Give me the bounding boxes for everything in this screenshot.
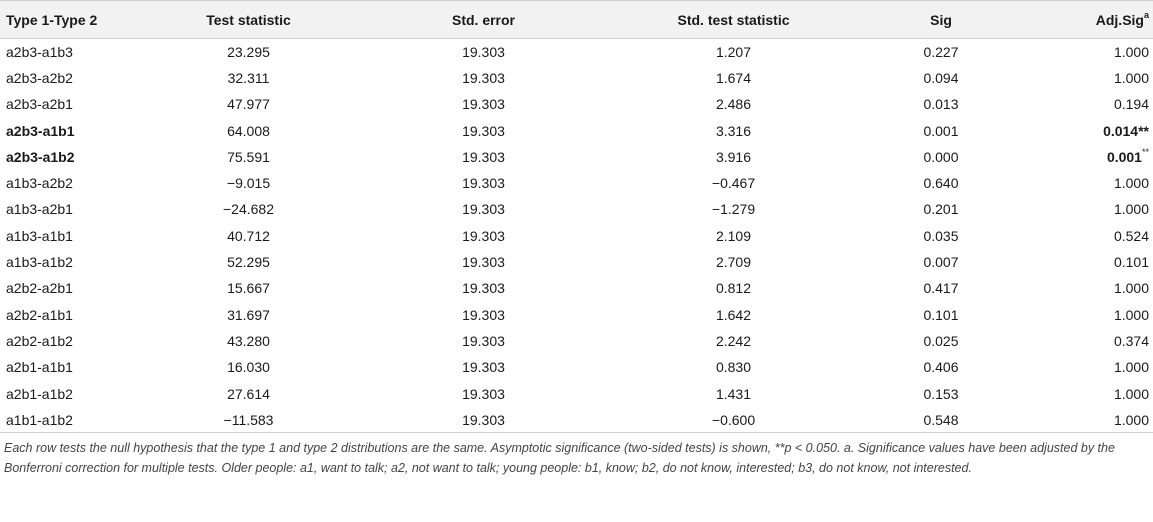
cell-std-error: 19.303 xyxy=(462,254,505,271)
cell-sig: 0.417 xyxy=(923,280,959,297)
table-row xyxy=(0,354,1153,380)
cell-sig: 0.025 xyxy=(923,332,959,349)
cell-adj-sig xyxy=(1026,144,1153,170)
header-row xyxy=(0,1,1153,39)
cell-sig: 0.000 xyxy=(923,148,959,165)
cell-std-error: 19.303 xyxy=(462,201,505,218)
cell-pair: a2b3-a1b2 xyxy=(6,148,75,165)
cell-sig: 0.094 xyxy=(923,69,959,86)
cell-test-statistic: −24.682 xyxy=(223,201,274,218)
table-row xyxy=(0,144,1153,170)
header-adj-sig-superscript: a xyxy=(1143,9,1149,20)
table-row xyxy=(0,39,1153,65)
table-row xyxy=(0,65,1153,91)
cell-sig: 0.013 xyxy=(923,96,959,113)
cell-test-statistic: 40.712 xyxy=(227,227,270,244)
cell-sig: 0.101 xyxy=(923,306,959,323)
cell-adj-sig xyxy=(1026,196,1153,222)
cell-pair: a2b2-a1b1 xyxy=(6,306,73,323)
adj-sig-value: 0.014** xyxy=(1103,122,1149,139)
adj-sig-value: 0.101 xyxy=(1113,254,1149,271)
cell-std-test-statistic: −1.279 xyxy=(711,201,756,218)
header-adj-sig-label: Adj.Sig xyxy=(1095,11,1144,28)
table-row xyxy=(0,328,1153,354)
cell-test-statistic: 64.008 xyxy=(227,122,270,139)
adj-sig-value: 1.000 xyxy=(1113,385,1149,402)
header-std-error: Std. error xyxy=(356,1,611,39)
cell-sig: 0.153 xyxy=(923,385,959,402)
cell-adj-sig xyxy=(1026,328,1153,354)
cell-pair: a1b3-a1b2 xyxy=(6,254,73,271)
table-header xyxy=(0,1,1153,39)
adj-sig-value: 1.000 xyxy=(1113,280,1149,297)
cell-pair: a2b3-a2b1 xyxy=(6,96,73,113)
cell-adj-sig xyxy=(1026,354,1153,380)
table-row xyxy=(0,301,1153,327)
cell-pair: a2b3-a1b1 xyxy=(6,122,75,139)
header-adj-sig xyxy=(1026,1,1153,39)
cell-std-test-statistic: 1.431 xyxy=(715,385,752,402)
cell-pair: a2b1-a1b2 xyxy=(6,385,73,402)
cell-test-statistic: 52.295 xyxy=(227,254,270,271)
adj-sig-value: 0.374 xyxy=(1113,332,1149,349)
cell-sig: 0.406 xyxy=(923,359,959,376)
cell-std-error: 19.303 xyxy=(462,96,505,113)
adj-sig-value: 0.194 xyxy=(1113,96,1149,113)
cell-test-statistic: 15.667 xyxy=(227,280,270,297)
cell-test-statistic: 75.591 xyxy=(227,148,270,165)
table-row xyxy=(0,275,1153,301)
cell-pair: a1b3-a2b1 xyxy=(6,201,73,218)
cell-test-statistic: 16.030 xyxy=(227,359,270,376)
cell-pair: a1b1-a1b2 xyxy=(0,407,141,433)
header-test-statistic: Test statistic xyxy=(141,1,356,39)
cell-sig: 0.201 xyxy=(923,201,959,218)
cell-std-error: 19.303 xyxy=(462,148,505,165)
cell-adj-sig xyxy=(1026,223,1153,249)
table-row xyxy=(0,380,1153,406)
cell-adj-sig xyxy=(1026,301,1153,327)
table-row xyxy=(0,223,1153,249)
cell-adj-sig xyxy=(1026,91,1153,117)
cell-adj-sig xyxy=(1026,170,1153,196)
cell-std-test-statistic: 0.812 xyxy=(715,280,752,297)
adj-sig-value: 0.524 xyxy=(1113,227,1149,244)
cell-adj-sig xyxy=(1026,117,1153,143)
adj-sig-value: 1.000 xyxy=(1113,69,1149,86)
cell-std-error: 19.303 xyxy=(462,43,505,60)
cell-std-error: 19.303 xyxy=(462,122,505,139)
header-type: Type 1-Type 2 xyxy=(0,1,141,39)
cell-std-error: 19.303 xyxy=(462,385,505,402)
cell-std-test-statistic: 3.316 xyxy=(715,122,752,139)
cell-adj-sig xyxy=(1026,275,1153,301)
cell-std-test-statistic: 2.109 xyxy=(715,227,752,244)
cell-pair: a1b3-a2b2 xyxy=(6,175,73,192)
cell-std-test-statistic: 2.709 xyxy=(715,254,752,271)
cell-std-test-statistic: −0.467 xyxy=(711,175,756,192)
cell-test-statistic: −9.015 xyxy=(226,175,271,192)
cell-pair: a1b3-a1b1 xyxy=(6,227,73,244)
cell-sig: 0.640 xyxy=(923,175,959,192)
adj-sig-value: 1.000 xyxy=(1113,359,1149,376)
table-row xyxy=(0,407,1153,433)
cell-sig: 0.548 xyxy=(856,407,1026,433)
table-row xyxy=(0,117,1153,143)
cell-std-test-statistic: 1.642 xyxy=(715,306,752,323)
cell-std-test-statistic: 2.242 xyxy=(715,332,752,349)
cell-test-statistic: 32.311 xyxy=(227,69,270,86)
cell-pair: a2b2-a1b2 xyxy=(6,332,73,349)
adj-sig-value: 1.000 xyxy=(1113,175,1149,192)
cell-test-statistic: 43.280 xyxy=(227,332,270,349)
table-footnote: Each row tests the null hypothesis that the type 1 and type 2 distributions are the same. Asymptotic significance (two-sided tests) is shown, **p < 0.050. a. Significance values have been adjusted by the Bonferroni correction for multiple tests. Older people: a1, want to talk; a2, not want to talk; young people: b1, know; b2, do not know, interested; b3, do not know, not interested. xyxy=(4,441,1115,475)
cell-sig: 0.035 xyxy=(923,227,959,244)
cell-test-statistic: 27.614 xyxy=(227,385,270,402)
adj-sig-value: 1.000 xyxy=(1113,201,1149,218)
adj-sig-value: 1.000 xyxy=(1113,43,1149,60)
cell-test-statistic: −11.583 xyxy=(141,407,356,433)
cell-std-error: 19.303 xyxy=(462,227,505,244)
cell-test-statistic: 47.977 xyxy=(227,96,270,113)
cell-std-test-statistic: 2.486 xyxy=(715,96,752,113)
table-body xyxy=(0,39,1153,433)
significance-marker: ** xyxy=(1141,147,1149,158)
table-row xyxy=(0,91,1153,117)
cell-pair: a2b3-a1b3 xyxy=(6,43,73,60)
cell-std-error: 19.303 xyxy=(462,306,505,323)
cell-std-test-statistic: 1.207 xyxy=(715,43,752,60)
cell-pair: a2b3-a2b2 xyxy=(6,69,73,86)
cell-pair: a2b1-a1b1 xyxy=(6,359,73,376)
cell-adj-sig xyxy=(1026,407,1153,433)
cell-std-test-statistic: 3.916 xyxy=(715,148,752,165)
cell-adj-sig xyxy=(1026,65,1153,91)
adj-sig-value: 1.000 xyxy=(1113,306,1149,323)
cell-adj-sig xyxy=(1026,380,1153,406)
cell-std-error: 19.303 xyxy=(462,359,505,376)
header-sig: Sig xyxy=(856,1,1026,39)
cell-adj-sig xyxy=(1026,39,1153,65)
cell-std-error: 19.303 xyxy=(462,69,505,86)
adj-sig-value: 0.001 xyxy=(1106,148,1142,165)
table-row xyxy=(0,170,1153,196)
cell-adj-sig xyxy=(1026,249,1153,275)
cell-std-test-statistic: 1.674 xyxy=(715,69,752,86)
cell-std-error: 19.303 xyxy=(462,175,505,192)
cell-sig: 0.001 xyxy=(923,122,959,139)
adj-sig-value: 1.000 xyxy=(1113,411,1149,428)
cell-test-statistic: 31.697 xyxy=(227,306,270,323)
table-row xyxy=(0,249,1153,275)
cell-std-error: 19.303 xyxy=(356,407,611,433)
cell-std-error: 19.303 xyxy=(462,332,505,349)
cell-std-test-statistic: 0.830 xyxy=(715,359,752,376)
header-std-test-statistic: Std. test statistic xyxy=(611,1,856,39)
table-row xyxy=(0,196,1153,222)
cell-test-statistic: 23.295 xyxy=(227,43,270,60)
cell-std-error: 19.303 xyxy=(462,280,505,297)
cell-std-test-statistic: −0.600 xyxy=(611,407,856,433)
cell-sig: 0.007 xyxy=(923,254,959,271)
cell-sig: 0.227 xyxy=(923,43,959,60)
cell-pair: a2b2-a2b1 xyxy=(6,280,73,297)
